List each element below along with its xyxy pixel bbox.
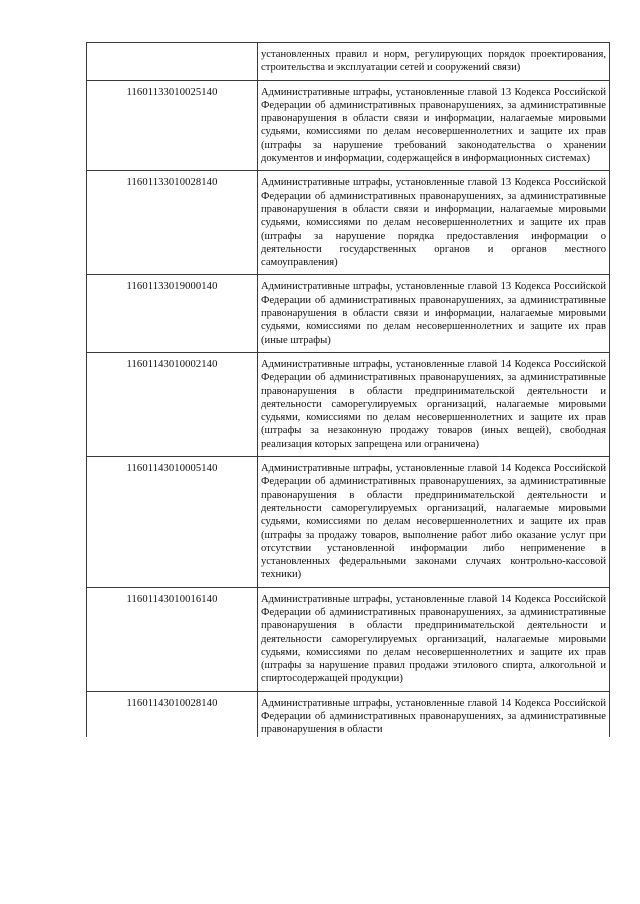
table-row (87, 691, 610, 736)
table-row (87, 587, 610, 691)
table-row (87, 171, 610, 275)
table-row (87, 457, 610, 588)
description-cell: установленных правил и норм, регулирующих порядок проектирования, строительства и эксплуатации сетей и сооружений связи) (258, 43, 610, 81)
code-cell: 11601133019000140 (87, 275, 258, 352)
code-cell (87, 43, 258, 81)
budget-classification-codes-table (86, 42, 610, 737)
table-row (87, 80, 610, 171)
description-cell: Административные штрафы, установленные главой 13 Кодекса Российской Федерации об административных правонарушениях, за административные правонарушения в области связи и информации, налагаемые мировыми судьями, комиссиями по делам несовершеннолетних и защите их прав (иные штрафы) (258, 275, 610, 352)
description-cell: Административные штрафы, установленные главой 14 Кодекса Российской Федерации об административных правонарушениях, за административные правонарушения в области предпринимательской деятельности и деятельности саморегулируемых организаций, налагаемые мировыми судьями, комиссиями по делам несовершеннолетних и защите их прав (штрафы за незаконную продажу товаров (иных вещей), свободная реализация которых запрещена или ограничена) (258, 352, 610, 456)
code-cell: 11601143010028140 (87, 691, 258, 736)
description-cell: Административные штрафы, установленные главой 14 Кодекса Российской Федерации об административных правонарушениях, за административные правонарушения в области предпринимательской деятельности и деятельности саморегулируемых организаций, налагаемые мировыми судьями, комиссиями по делам несовершеннолетних и защите их прав (штрафы за нарушение правил продажи этилового спирта, алкогольной и спиртосодержащей продукции) (258, 587, 610, 691)
table-row (87, 352, 610, 456)
code-cell: 11601143010016140 (87, 587, 258, 691)
description-cell: Административные штрафы, установленные главой 13 Кодекса Российской Федерации об административных правонарушениях, за административные правонарушения в области связи и информации, налагаемые мировыми судьями, комиссиями по делам несовершеннолетних и защите их прав (штрафы за нарушение требований законодательства о хранении документов и информации, содержащейся в информационных системах) (258, 80, 610, 171)
description-cell: Административные штрафы, установленные главой 14 Кодекса Российской Федерации об административных правонарушениях, за административные правонарушения в области (258, 691, 610, 736)
code-cell: 11601133010028140 (87, 171, 258, 275)
code-cell: 11601143010005140 (87, 457, 258, 588)
table-row (87, 43, 610, 81)
table-row (87, 275, 610, 352)
code-cell: 11601133010025140 (87, 80, 258, 171)
description-cell: Административные штрафы, установленные главой 13 Кодекса Российской Федерации об административных правонарушениях, за административные правонарушения в области связи и информации, налагаемые мировыми судьями, комиссиями по делам несовершеннолетних и защите их прав (штрафы за нарушение порядка предоставления информации о деятельности государственных органов и органов местного самоуправления) (258, 171, 610, 275)
description-cell: Административные штрафы, установленные главой 14 Кодекса Российской Федерации об административных правонарушениях, за административные правонарушения в области предпринимательской деятельности и деятельности саморегулируемых организаций, налагаемые мировыми судьями, комиссиями по делам несовершеннолетних и защите их прав (штрафы за продажу товаров, выполнение работ либо оказание услуг при отсутствии установленной информации либо неприменение в установленных федеральными законами случаях контрольно-кассовой техники) (258, 457, 610, 588)
code-cell: 11601143010002140 (87, 352, 258, 456)
